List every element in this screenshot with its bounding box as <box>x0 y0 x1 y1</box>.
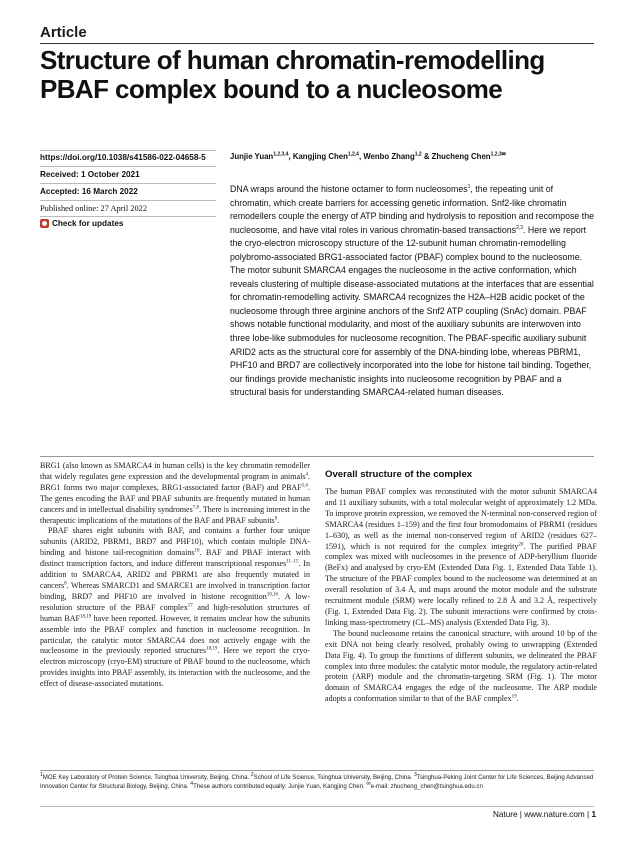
author-affiliation-superscript: 1,2,3✉ <box>490 151 506 158</box>
author[interactable] <box>363 152 421 161</box>
body-paragraph <box>40 461 310 526</box>
text-run: Tsinghua-Peking Joint Center for Life Sciences, Beijing Advanced Innovation Center for Structural Biology, Beijing, China. <box>40 774 594 791</box>
body-paragraph <box>40 526 310 690</box>
text-run: and high-resolution structures of human BAF <box>40 602 310 623</box>
title-line-1: Structure of human chromatin-remodelling <box>40 45 545 75</box>
body-column-left <box>40 461 310 690</box>
citation-superscript: 19 <box>511 694 517 700</box>
text-run: School of Life Science, Tsinghua University, Beijing, China. <box>253 774 414 781</box>
citation-superscript: 10,16 <box>266 592 279 598</box>
text-run: The human PBAF complex was reconstituted with the motor subunit SMARCA4 and 11 auxiliary subunits, with a total molecular weight of approximately 1.2 MDa. To improve protein expression, we removed the N-terminal non-conserved region of SMARCA4 (residues 1–159) and the first four bromodomains of PBRM1 (residues 1–630), as well as the internal non-conserved region of ARID2 (residues 627–1591), which is not required for the complex integrity <box>325 487 597 551</box>
text-run: . BRG1 forms two major complexes, BRG1-associated factor (BAF) and PBAF <box>40 471 310 492</box>
citation-superscript: 5,6 <box>301 483 308 489</box>
author[interactable] <box>432 152 506 161</box>
abstract <box>230 183 596 400</box>
citation-superscript: 10 <box>194 548 200 554</box>
text-run: . <box>277 515 280 525</box>
citation-superscript: 4 <box>305 472 308 478</box>
text-run: . Here we report the cryo-electron microscopy structure of the 12-subunit human chromatin-remodelling polybromo-associated BRG1-associated factor (PBAF) complex bound to the nucleosome. The motor subunit SMARCA4 engages the nucleosome in the active conformation, which reveals clustering of multiple disease-associated mutations at the interfaces that are essential for chromatin-remodelling activity. SMARCA4 recognizes the H2A–H2B acidic pocket of the nucleosome through three arginine anchors of the Snf2 ATP coupling (SnAc) domain. PBAF shows notable functional modularity, and most of the auxiliary subunits are interwoven into three lobe-like submodules for nucleosome recognition. The PBAF-specific auxiliary subunit ARID2 acts as the structural core for assembly of the DNA-binding lobe, whereas PBRM1, PHF10 and BRD7 are collectively incorporated into the lobe for histone tail binding. Together, our findings provide mechanistic insights into nucleosome recognition by PBAF and a structural basis for understanding SMARCA4-related human diseases. <box>230 224 594 398</box>
citation-superscript: 11–15 <box>286 559 299 565</box>
text-run: . There is increasing interest in the therapeutic implications of the mutations of the BAF and PBAF subunits <box>40 504 310 525</box>
author-name: Zhucheng Chen <box>431 152 491 161</box>
doi-link[interactable]: https://doi.org/10.1038/s41586-022-04658-5 <box>40 153 206 162</box>
citation-superscript: 8 <box>64 581 67 587</box>
text-run: . Whereas SMARCD1 and SMARCE1 are involved in transcription factor binding, BRD7 and PHF10 are involved in histone recognition <box>40 580 310 601</box>
citation-superscript: 9 <box>274 515 278 521</box>
text-run: These authors contributed equally: Junjie Yuan, Kangjing Chen. <box>193 783 367 791</box>
author-affiliation-superscript: 1,2,3,4 <box>273 151 289 158</box>
check-for-updates-button[interactable] <box>40 219 123 228</box>
page-number: 1 <box>591 810 596 819</box>
citation-superscript: 2,3 <box>516 224 524 231</box>
section-rule <box>40 456 594 457</box>
meta-rule-top <box>40 150 216 151</box>
citation-superscript: 4 <box>190 781 194 788</box>
meta-rule <box>40 216 216 217</box>
received-date: Received: 1 October 2021 <box>40 170 140 179</box>
article-type-label: Article <box>40 24 87 41</box>
author-name: Wenbo Zhang <box>363 152 415 161</box>
author-name: Junjie Yuan <box>230 152 274 161</box>
text-run: . BAF and PBAF interact with distinct transcription factors, and induce different transcriptional responses <box>40 548 311 569</box>
meta-rule <box>40 166 216 167</box>
author-affiliation-superscript: 1,2 <box>414 151 422 158</box>
text-run: . The genes encoding the BAF and PBAF subunits are frequently mutated in human cancers and in intellectual disability syndromes <box>40 482 310 514</box>
footer-journal: Nature <box>492 810 518 819</box>
article-title <box>40 46 600 104</box>
check-updates-label: Check for updates <box>52 219 124 228</box>
citation-superscript: 7,8 <box>192 504 199 510</box>
text-run: , the repeating unit of chromatin, which create barriers for accessing genetic information. Snf2-like chromatin remodellers couple the energy of ATP binding and hydrolysis to reposition and recompose the nucleosome, and have vital roles in various chromatin-based transactions <box>230 184 594 235</box>
accepted-date: Accepted: 16 March 2022 <box>40 187 138 196</box>
text-run: . The purified PBAF complex was mixed with nucleosomes in the presence of ADP-beryllium fluoride (BeFx) and analysed by cryo-EM (Extended Data Fig. 1, Extended Data Table 1). The structure of the PBAF complex bound to the nucleosome was determined at an overall resolution of 3.4 Å, and maps around the motor module and the substrate recruitment module (SRM) were locally refined to 2.8 Å and 3.2 Å, respectively (Fig. 1, Extended Data Fig. 2). The subunit interactions were confirmed by cross-linking mass-spectrometry (CL–MS) analysis (Extended Data Fig. 3). <box>325 541 597 627</box>
author[interactable] <box>230 152 288 161</box>
text-run: . <box>516 694 519 704</box>
affiliations-footnote <box>40 773 600 791</box>
text-run: BRG1 (also known as SMARCA4 in human cells) is the key chromatin remodeller that widely regulates gene expression and the developmental program in animals <box>40 461 310 481</box>
citation-superscript: 1 <box>467 184 471 191</box>
body-column-right <box>325 487 597 705</box>
footer-separator: | <box>584 810 592 819</box>
author-list: Junjie Yuan$^{1,2,3,4}$, Kangjing Chen$^{1,2,4}$, Wenbo Zhang$^{1,2}$ & Zhucheng Chen$^{1,2,3✉}$ <box>230 151 506 161</box>
text-run: PBAF shares eight subunits with BAF, and contains a further four unique subunits (ARID2, PBRM1, BRD7 and PHF10), which contain multiple DNA-binding and histone tail-recognition domains <box>40 526 310 558</box>
citation-superscript: 18,19 <box>206 646 218 652</box>
author[interactable] <box>293 152 359 161</box>
published-date: Published online: 27 April 2022 <box>40 204 148 213</box>
meta-rule <box>40 200 216 201</box>
citation-superscript: 17 <box>187 603 193 609</box>
citation-superscript: 2 <box>250 771 254 778</box>
page-footer <box>493 810 596 819</box>
text-run: . A low-resolution structure of the PBAF complex <box>40 591 310 612</box>
author-name: Kangjing Chen <box>292 152 348 161</box>
footer-rule <box>40 806 594 807</box>
check-updates-icon <box>40 219 49 228</box>
text-run: . In addition to SMARCA4, ARID2 and PBRM1 are also frequently mutated in cancers <box>40 559 310 590</box>
text-run: DNA wraps around the histone octamer to form nucleosomes <box>230 184 468 194</box>
text-run: The bound nucleosome retains the canonical structure, with around 10 bp of the exit DNA not being clearly resolved, probably owing to unwrapping (Extended Data Fig. 4). To group the functions of different subunits, we delineated the PBAF complex into three modules: the catalytic motor module, the regulatory actin-related protein (ARP) module and the chromatin-targeting SRM (Fig. 1). The motor domain of SMARCA4 engages the edge of the nucleosome. The ARP module adopts a conformation similar to that of the BAF complex <box>325 628 597 704</box>
body-paragraph <box>325 629 597 705</box>
text-run: e-mail: zhucheng_chen@tsinghua.edu.cn <box>370 783 483 791</box>
body-paragraph <box>325 487 597 629</box>
text-run: MOE Key Laboratory of Protein Science, Tsinghua University, Beijing, China. <box>42 774 251 781</box>
text-run: . Here we report the cryo-electron microscopy (cryo-EM) structure of PBAF bound to the nucleosome, which provides insights into PBAF assembly, its interaction with the nucleosome, and the effect of disease-associated mutations. <box>40 646 310 689</box>
meta-rule <box>40 183 216 184</box>
citation-superscript: 20 <box>518 541 524 547</box>
section-heading: Overall structure of the complex <box>325 469 473 480</box>
author-affiliation-superscript: 1,2,4 <box>347 151 359 158</box>
footnote-rule <box>40 770 594 771</box>
text-run: have been reported. However, it remains unclear how the subunits assemble into the PBAF complex and function in nucleosome recognition. In particular, the catalytic motor SMARCA4 does not actively engage with the nucleosome in the previously reported structures <box>40 613 310 656</box>
footer-separator: | <box>517 810 525 819</box>
title-line-2: PBAF complex bound to a nucleosome <box>40 74 503 104</box>
citation-superscript: 3 <box>414 771 417 778</box>
footer-website-link[interactable]: www.nature.com <box>524 810 585 819</box>
citation-superscript: 18,19 <box>79 614 92 620</box>
citation-superscript: ✉ <box>366 781 371 788</box>
citation-superscript: 1 <box>40 771 43 778</box>
header-rule <box>40 43 594 44</box>
